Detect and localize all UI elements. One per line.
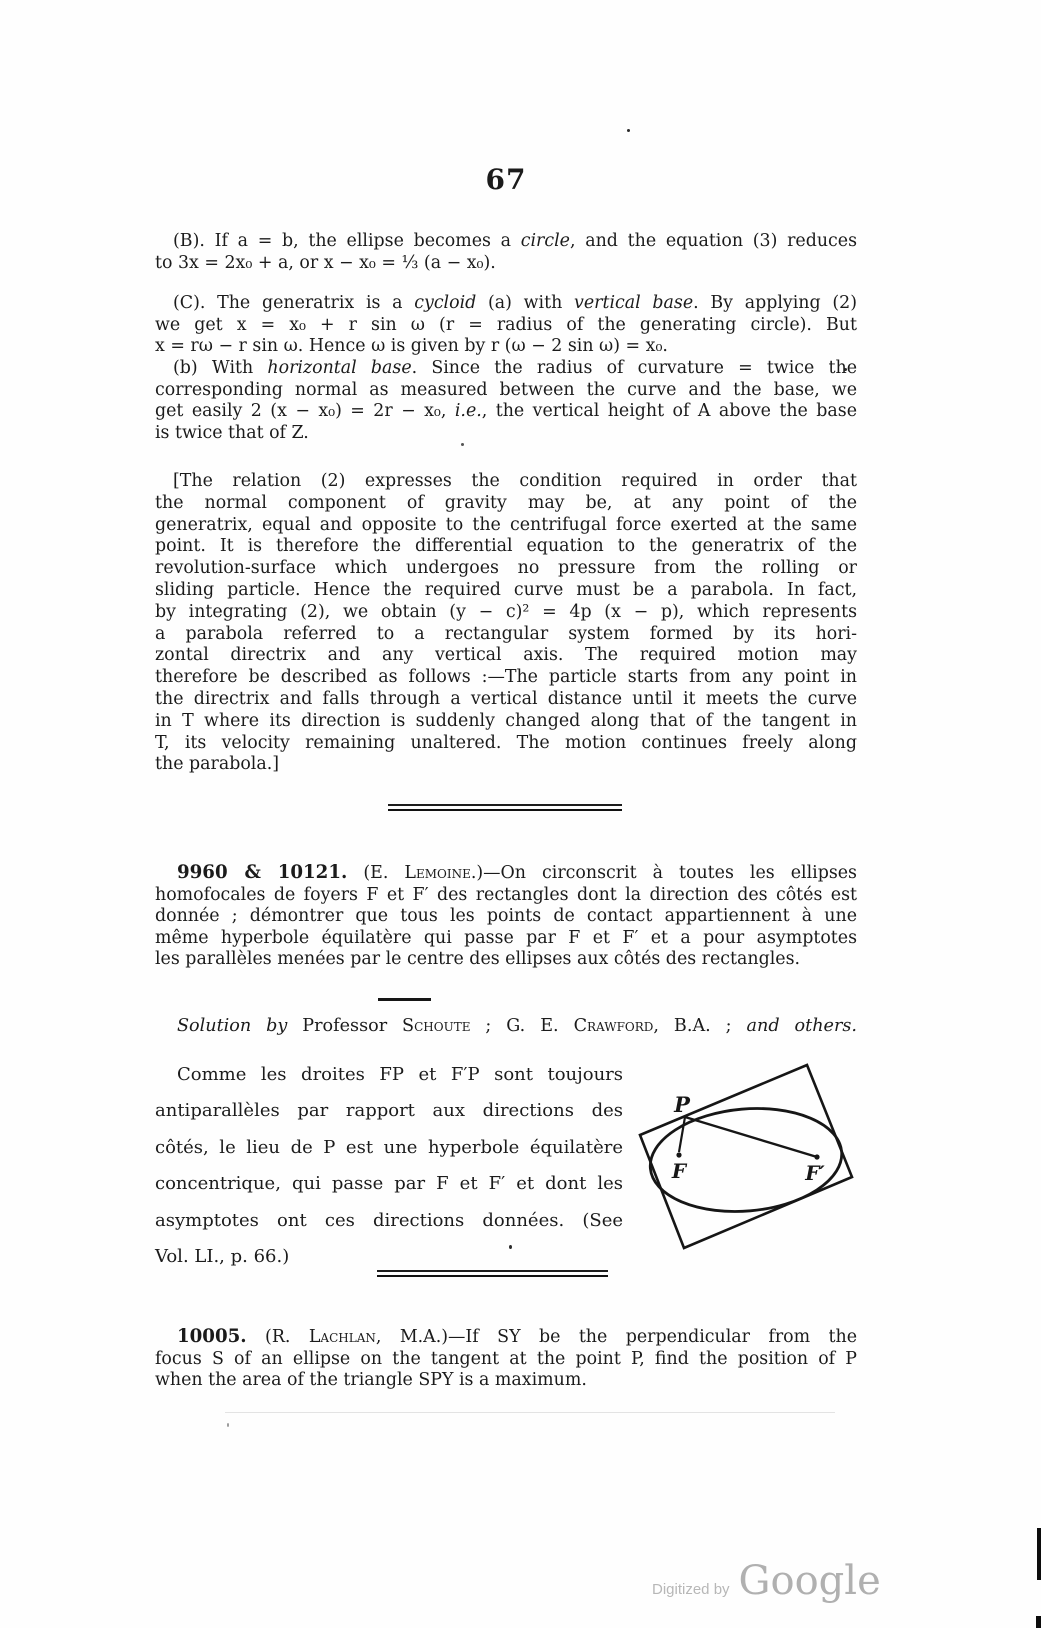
text-segment: ; G. E.	[470, 1016, 574, 1036]
text-line: asymptotes ont ces directions données. (See	[155, 1209, 623, 1231]
faint-scan-line	[225, 1412, 835, 1413]
text-segment: , M.A.)—If SY be the perpendicular from the	[375, 1327, 858, 1347]
section-divider-double-rule	[388, 804, 622, 811]
line-p-to-f	[679, 1117, 685, 1152]
text-line: a parabola referred to a rectangular system formed by its hori-	[155, 623, 857, 644]
google-logo: Google	[738, 1558, 881, 1604]
text-line: côtés, le lieu de P est une hyperbole équilatère	[155, 1136, 623, 1158]
text-line	[155, 862, 857, 885]
text-segment: (C). The generatrix is a	[173, 293, 415, 313]
text-segment: . By applying (2)	[693, 293, 857, 313]
ellipse-rectangle-figure	[612, 1038, 942, 1263]
text-line: when the area of the triangle SPY is a maximum.	[155, 1370, 587, 1391]
question-9960-10121	[155, 862, 857, 971]
author-name: Lemoine	[404, 863, 471, 883]
text-segment: (R.	[246, 1327, 309, 1347]
text-line: the normal component of gravity may be, at any point of the	[155, 492, 857, 513]
page-number: 67	[485, 163, 527, 196]
label-f: F	[671, 1159, 687, 1183]
text-segment: (E.	[347, 863, 405, 883]
text-line: by integrating (2), we obtain (y − c)² = 4p (x − p), which represents	[155, 601, 857, 622]
text-line: concentrique, qui passe par F et F′ et dont les	[155, 1173, 623, 1195]
text-line: les parallèles menées par le centre des ellipses aux côtés des rectangles.	[155, 949, 801, 970]
text-line	[155, 231, 857, 253]
solution-byline	[155, 1016, 857, 1036]
paragraph-b	[155, 231, 857, 274]
text-segment-italic: vertical base	[574, 293, 694, 313]
label-p: P	[674, 1092, 690, 1117]
text-line: donnée ; démontrer que tous les points de contact appartiennent à une	[155, 906, 857, 927]
circumscribed-rectangle	[640, 1065, 852, 1248]
text-segment-italic: cycloid	[414, 293, 477, 313]
text-line: revolution-surface which undergoes no pressure from the rolling or	[155, 558, 857, 579]
text-line	[155, 293, 857, 315]
section-divider-double-rule	[377, 1270, 608, 1277]
text-line: [The relation (2) expresses the condition required in order that	[173, 471, 857, 491]
line-p-to-f-prime	[685, 1117, 817, 1157]
text-segment-italic: and others.	[746, 1016, 857, 1036]
text-line: zontal directrix and any vertical axis. The required motion may	[155, 645, 857, 666]
solver-name: Schoute	[402, 1016, 471, 1036]
text-line	[155, 1016, 857, 1036]
text-line: to 3x = 2x₀ + a, or x − x₀ = ⅓ (a − x₀).	[155, 252, 496, 273]
label-f-prime: F′	[805, 1161, 825, 1185]
question-number: 10005.	[177, 1326, 247, 1347]
text-line: T, its velocity remaining unaltered. The motion continues freely along	[155, 732, 857, 753]
text-line: homofocales de foyers F et F′ des rectangles dont la direction des côtés est	[155, 884, 857, 905]
solution-text-french	[155, 1057, 623, 1275]
text-line: Comme les droites FP et F′P sont toujours	[177, 1064, 623, 1085]
text-line: antiparallèles par rapport aux directions des	[155, 1100, 623, 1122]
text-segment: , B.A. ;	[653, 1016, 747, 1036]
text-segment: .)—On circonscrit à toutes les ellipses	[470, 863, 857, 883]
text-line: the parabola.]	[155, 754, 280, 775]
text-line: therefore be described as follows :—The particle starts from any point in	[155, 667, 857, 688]
text-segment: get easily 2 (x − x₀) = 2r − x₀,	[155, 401, 455, 422]
author-name: Lachlan	[308, 1327, 376, 1347]
text-segment-italic: circle	[520, 231, 570, 251]
text-segment-italic: Solution by	[177, 1016, 288, 1036]
question-10005	[155, 1326, 857, 1392]
ink-speck	[227, 1423, 229, 1427]
text-segment: Professor	[287, 1016, 403, 1036]
text-line: Vol. LI., p. 66.)	[155, 1246, 290, 1268]
text-line: focus S of an ellipse on the tangent at the point P, find the position of P	[155, 1348, 857, 1369]
focus-f-prime-point	[814, 1154, 819, 1159]
text-line: in T where its direction is suddenly changed along that of the tangent in	[155, 710, 857, 731]
text-line: x = rω − r sin ω. Hence ω is given by r (ω − 2 sin ω) = x₀.	[155, 336, 668, 357]
text-line: sliding particle. Hence the required curve must be a parabola. In fact,	[155, 579, 857, 600]
text-segment: , the vertical height of A above the base	[481, 401, 857, 422]
digitization-watermark	[652, 1558, 881, 1604]
text-line	[155, 401, 857, 423]
text-line: we get x = x₀ + r sin ω (r = radius of the generating circle). But	[155, 314, 857, 335]
text-line: point. It is therefore the differential equation to the generatrix of the	[155, 536, 857, 557]
text-segment: (b) With	[173, 358, 268, 378]
text-line: même hyperbole équilatère qui passe par F et F′ et a pour asymptotes	[155, 927, 857, 948]
bracket-remark-paragraph	[155, 471, 857, 776]
text-line: the directrix and falls through a vertical distance until it meets the curve	[155, 688, 857, 709]
text-segment-italic: horizontal base	[267, 358, 412, 378]
text-segment: . Since the radius of curvature = twice the	[411, 358, 857, 378]
short-rule-divider	[378, 998, 431, 1001]
question-number: 9960 & 10121.	[177, 862, 348, 883]
text-line	[155, 358, 857, 380]
paragraph-horizontal-base	[155, 358, 857, 444]
text-segment-italic: i.e.	[454, 401, 482, 422]
scan-edge-artifact	[1036, 1616, 1041, 1628]
text-segment: (B). If a = b, the ellipse becomes a	[173, 231, 521, 251]
focus-f-point	[676, 1152, 681, 1157]
paragraph-c	[155, 293, 857, 358]
text-line: is twice that of Z.	[155, 422, 309, 443]
text-segment: (a) with	[476, 293, 575, 313]
text-segment: , and the equation (3) reduces	[569, 231, 857, 251]
watermark-prefix: Digitized by	[652, 1581, 730, 1598]
solver-name: Crawford	[573, 1016, 654, 1036]
text-line: generatrix, equal and opposite to the centrifugal force exerted at the same	[155, 514, 857, 535]
scan-edge-artifact	[1037, 1528, 1041, 1580]
text-line: corresponding normal as measured between the curve and the base, we	[155, 379, 857, 400]
ink-speck	[627, 129, 630, 132]
text-line	[155, 1326, 857, 1349]
